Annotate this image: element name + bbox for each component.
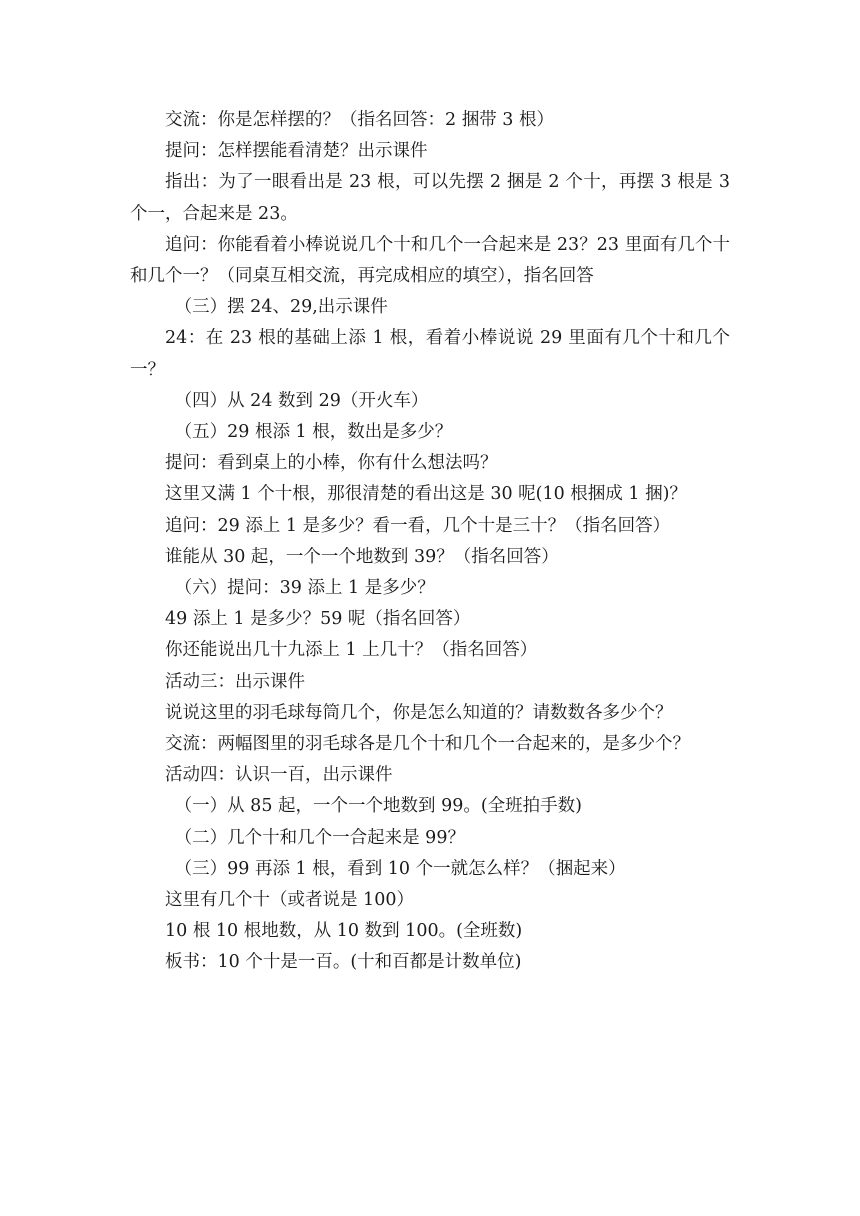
document-body xyxy=(130,105,730,979)
paragraph: 谁能从 30 起，一个一个地数到 39？（指名回答） xyxy=(165,546,559,567)
paragraph: 指出：为了一眼看出是 23 根，可以先摆 2 捆是 2 个十，再摆 3 根是 3 个一，合起来是 23。 xyxy=(130,172,730,224)
paragraph: 这里又满 1 个十根，那很清楚的看出这是 30 呢(10 根捆成 1 捆)？ xyxy=(165,484,687,505)
paragraph: （六）提问：39 添上 1 是多少？ xyxy=(174,578,435,599)
paragraph: 板书：10 个十是一百。(十和百都是计数单位) xyxy=(165,952,522,973)
paragraph: （二）几个十和几个一合起来是 99？ xyxy=(174,827,465,848)
paragraph: 24：在 23 根的基础上添 1 根，看着小棒说说 29 里面有几个十和几个一？ xyxy=(130,328,730,380)
paragraph: 说说这里的羽毛球每筒几个，你是怎么知道的？请数数各多少个？ xyxy=(165,702,673,723)
paragraph: 这里有几个十（或者说是 100） xyxy=(165,890,414,911)
paragraph: （三）99 再添 1 根，看到 10 个一就怎么样？（捆起来） xyxy=(174,858,626,879)
paragraph: 49 添上 1 是多少？59 呢（指名回答） xyxy=(165,609,471,630)
paragraph: 你还能说出几十九添上 1 上几十？（指名回答） xyxy=(165,640,538,661)
paragraph: 追问：29 添上 1 是多少？看一看，几个十是三十？（指名回答） xyxy=(165,515,671,536)
paragraph: 追问：你能看着小棒说说几个十和几个一合起来是 23？23 里面有几个十和几个一？（同桌互相交流，再完成相应的填空），指名回答 xyxy=(130,234,730,287)
paragraph: 活动三：出示课件 xyxy=(165,671,305,692)
paragraph: （三）摆 24、29,出示课件 xyxy=(174,297,388,318)
paragraph: （一）从 85 起，一个一个地数到 99。(全班拍手数) xyxy=(174,796,583,817)
paragraph: 交流：两幅图里的羽毛球各是几个十和几个一合起来的，是多少个？ xyxy=(165,734,690,755)
paragraph: （四）从 24 数到 29（开火车） xyxy=(174,390,429,411)
paragraph: （五）29 根添 1 根，数出是多少？ xyxy=(174,422,453,443)
paragraph: 提问：看到桌上的小棒，你有什么想法吗？ xyxy=(165,453,498,474)
paragraph: 交流：你是怎样摆的？（指名回答：2 捆带 3 根） xyxy=(165,110,554,130)
paragraph: 10 根 10 根地数，从 10 数到 100。(全班数) xyxy=(165,921,523,942)
paragraph: 提问：怎样摆能看清楚？出示课件 xyxy=(165,141,428,162)
paragraph: 活动四：认识一百，出示课件 xyxy=(165,765,393,786)
